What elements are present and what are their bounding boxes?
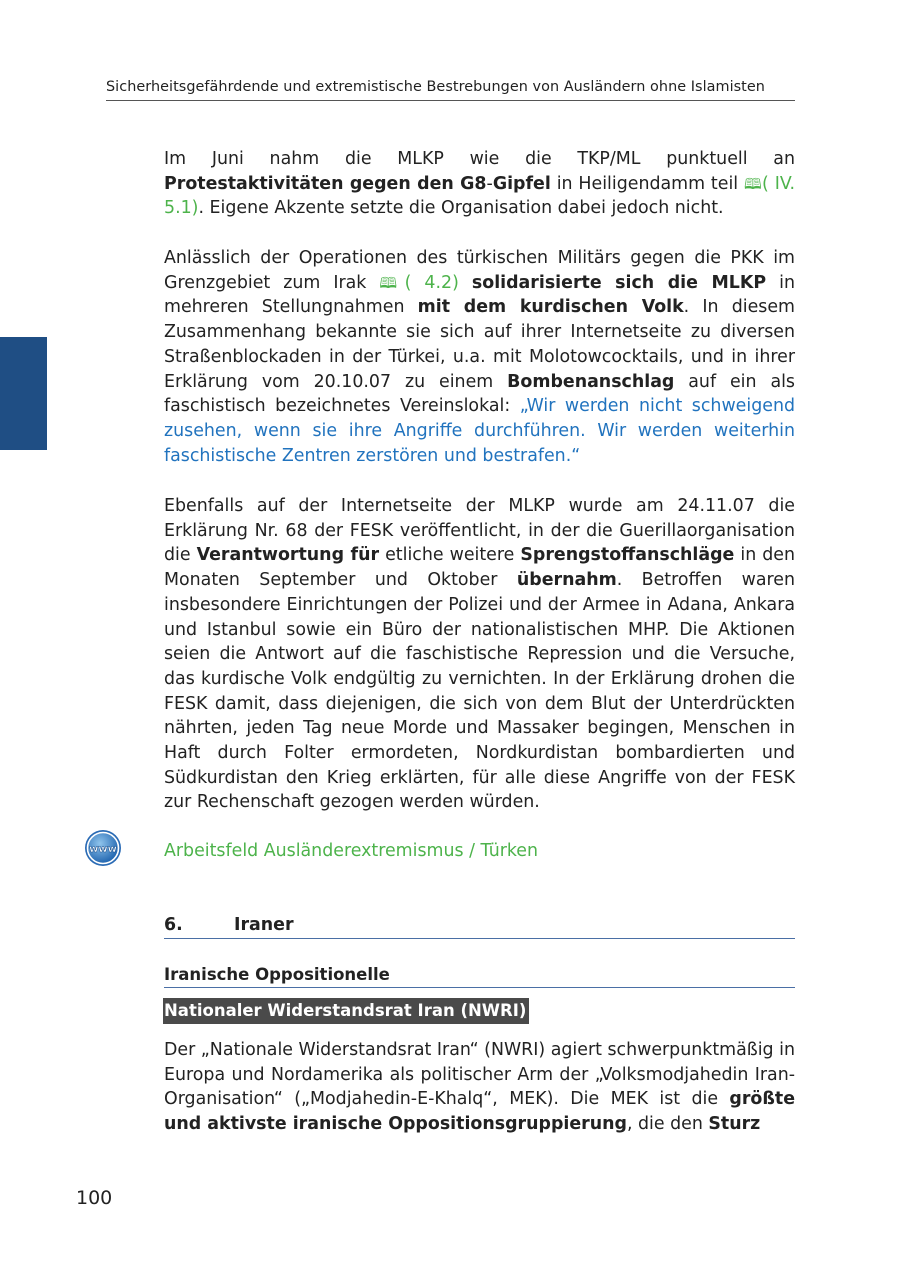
section-number: 6.: [164, 915, 183, 935]
text: . In diesem Zusammenhang bekannte sie sich auf ihrer Internetseite zu diversen Straßenblockaden in der Türkei, u.a. mit Molotowcocktails, und in ihrer Erklärung vom 20.10.07 zu einem: [164, 297, 795, 392]
cross-reference-link[interactable]: [379, 273, 458, 293]
text: auf ein als faschistisch bezeichnetes Vereinslokal:: [164, 371, 795, 417]
section-heading: [164, 913, 795, 937]
header-divider: [106, 100, 795, 101]
text: [459, 273, 472, 293]
bold-text: Gipfel: [492, 173, 551, 194]
book-icon: 🕮: [743, 174, 763, 193]
section-divider: [164, 938, 795, 939]
subsection-divider: [164, 987, 795, 988]
bold-text: Sturz: [708, 1114, 761, 1135]
text: . Betroffen waren insbesondere Einrichtungen der Polizei und der Armee in Adana, Ankara und Istanbul sowie ein Büro der nationalistischen MHP. Die Aktionen seien die Antwort auf die faschistische Repression und die Versuche, das kurdische Volk endgültig zu vernichten. In der Erklärung drohen die FESK damit, dass diejenigen, die sich von dem Blut der Unterdrückten nährten, jeden Tag neue Morde und Massaker begingen, Menschen in Haft durch Folter ermordeten, Nordkurdistan bombardierten und Südkurdistan den Krieg erklärten, für alle diese Angriffe von der FESK zur Rechenschaft gezogen werden würden.: [164, 570, 796, 813]
bold-text: größte und aktivste iranische Oppositionsgruppierung: [164, 1089, 795, 1135]
bold-text: Verantwortung für: [196, 545, 380, 566]
cross-reference-text: ( IV. 5.1): [164, 173, 796, 219]
bold-text: Protestaktivitäten gegen den G8: [164, 173, 487, 194]
paragraph-2: [164, 246, 795, 468]
text: Ebenfalls auf der Internetseite der MLKP wurde am 24.11.07 die Erklärung Nr. 68 der FESK veröffentlicht, in der die Guerillaorganisation die: [164, 496, 795, 566]
bold-text: mit dem kurdischen Volk: [417, 297, 684, 318]
subsection-heading: Iranische Oppositionelle: [164, 965, 390, 984]
bold-text: solidarisierte sich die MLKP: [471, 272, 767, 293]
bold-text: Sprengstoffanschläge: [520, 545, 735, 566]
chapter-side-tab: [0, 337, 47, 450]
text: in den Monaten September und Oktober: [164, 545, 795, 591]
paragraph-1: [164, 147, 795, 221]
quotation: „Wir werden nicht schweigend zusehen, wenn sie ihre Angriffe durchführen. Wir werden weiterhin faschistische Zentren zerstören und bestrafen.“: [164, 396, 795, 466]
text: Im Juni nahm die MLKP wie die TKP/ML punktuell an: [164, 149, 795, 169]
www-icon-label: www: [89, 844, 117, 855]
section-title: Iraner: [234, 915, 294, 935]
text: , die den: [626, 1114, 709, 1135]
web-link-arbeitsfeld[interactable]: Arbeitsfeld Ausländerextremismus / Türken: [164, 841, 539, 861]
text: in Heiligendamm teil: [550, 173, 744, 194]
text: Anlässlich der Operationen des türkischen Militärs gegen die PKK im Grenzgebiet zum Irak: [164, 248, 795, 293]
running-header: Sicherheitsgefährdende und extremistische Bestrebungen von Ausländern ohne Islamisten: [106, 79, 765, 95]
bold-text: Bombenanschlag: [507, 371, 675, 392]
text: etliche weitere: [379, 545, 521, 566]
organization-label: Nationaler Widerstandsrat Iran (NWRI): [163, 998, 529, 1024]
text: . Eigene Akzente setzte die Organisation dabei jedoch nicht.: [198, 198, 724, 219]
text: Der „Nationale Widerstandsrat Iran“ (NWRI) agiert schwerpunktmäßig in Europa und Nordamerika als politischer Arm der „Volksmodjahedin Iran-Organisation“ („Modjahedin-E-Khalq“, MEK). Die MEK ist die: [164, 1040, 795, 1110]
bold-text: übernahm: [516, 570, 617, 591]
paragraph-3: [164, 494, 795, 815]
paragraph-4: [164, 1038, 795, 1137]
www-globe-icon[interactable]: [84, 829, 122, 867]
page-number: 100: [76, 1187, 113, 1209]
text: in mehreren Stellungnahmen: [164, 272, 795, 318]
book-icon: 🕮: [379, 273, 405, 292]
text: -: [486, 173, 493, 194]
cross-reference-text: ( 4.2): [404, 272, 459, 293]
